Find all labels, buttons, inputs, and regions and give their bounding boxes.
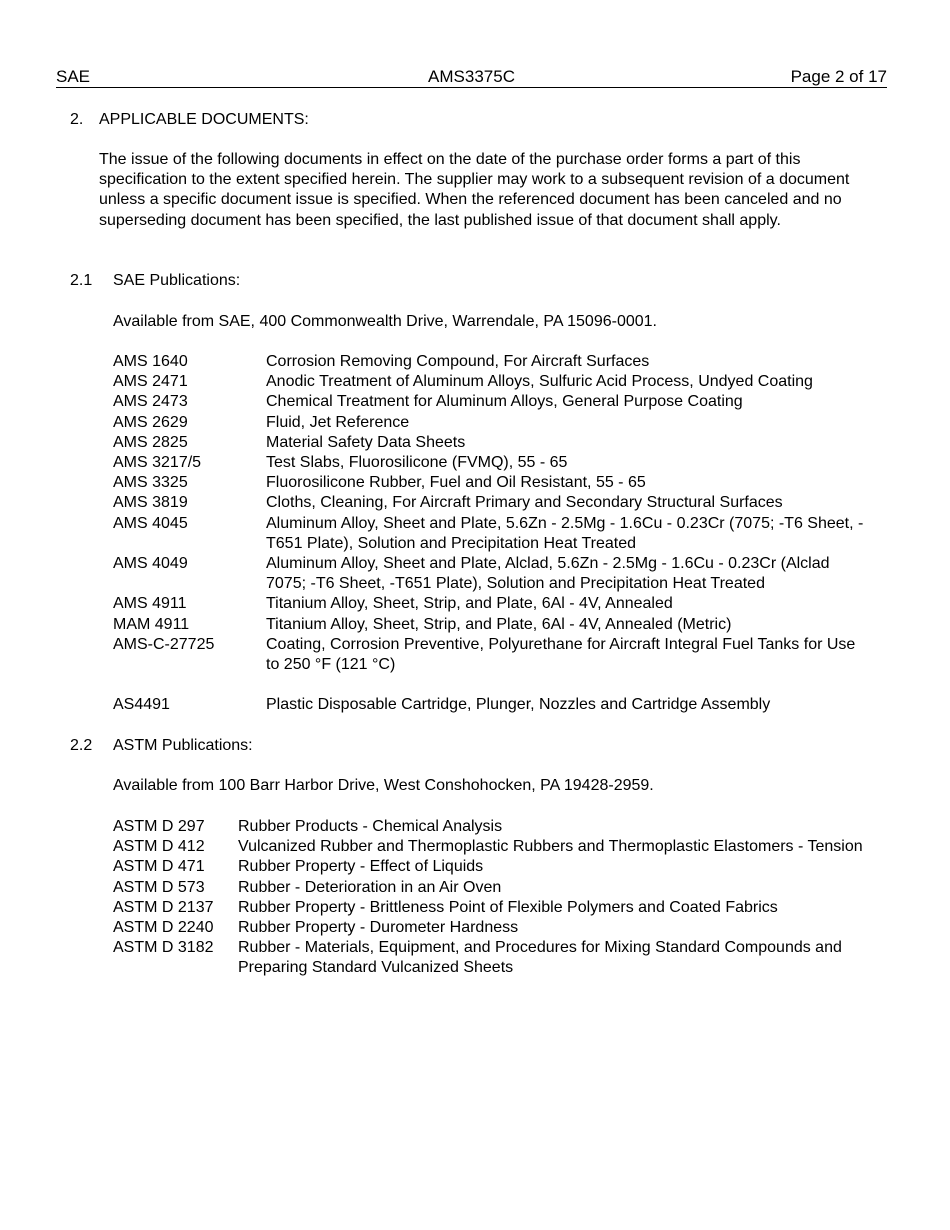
list-item (113, 594, 871, 614)
header-page-number: Page 2 of 17 (790, 67, 887, 86)
list-item (113, 635, 871, 675)
document-code: AS4491 (113, 696, 170, 714)
astm-document-list (113, 817, 868, 979)
document-title: Test Slabs, Fluorosilicone (FVMQ), 55 - 65 (266, 454, 568, 472)
document-title: Chemical Treatment for Aluminum Alloys, General Purpose Coating (266, 393, 743, 411)
list-item (113, 918, 868, 938)
document-title: Rubber Property - Effect of Liquids (238, 858, 484, 876)
astm-availability: Available from 100 Barr Harbor Drive, West Conshohocken, PA 19428-2959. (113, 777, 654, 794)
document-code: AMS 2471 (113, 373, 188, 391)
document-code: AMS-C-27725 (113, 635, 215, 653)
document-title: Rubber - Materials, Equipment, and Procedures for Mixing Standard Compounds and Preparing Standard Vulcanized Sheets (238, 939, 842, 977)
document-code: AMS 2629 (113, 413, 188, 431)
list-item (113, 493, 871, 513)
sae-availability: Available from SAE, 400 Commonwealth Drive, Warrendale, PA 15096-0001. (113, 313, 657, 330)
document-code: ASTM D 297 (113, 818, 205, 835)
document-code: AMS 3819 (113, 494, 188, 512)
document-title: Fluorosilicone Rubber, Fuel and Oil Resistant, 55 - 65 (266, 474, 646, 492)
document-code: ASTM D 573 (113, 878, 205, 896)
document-title: Rubber - Deterioration in an Air Oven (238, 878, 502, 896)
list-item (113, 514, 871, 554)
list-item (113, 352, 871, 372)
list-item (113, 473, 871, 493)
header-organization: SAE (56, 67, 91, 86)
document-code: ASTM D 471 (113, 858, 205, 876)
list-item (113, 837, 868, 857)
document-title: Aluminum Alloy, Sheet and Plate, Alclad, 5.6Zn - 2.5Mg - 1.6Cu - 0.23Cr (Alclad 7075; -T6 Sheet, -T651 Plate), Solution and Precipitation Heat Treated (266, 555, 830, 593)
astm-section-title: ASTM Publications: (113, 737, 253, 754)
list-item (113, 817, 868, 837)
document-code: ASTM D 3182 (113, 939, 214, 957)
document-title: Vulcanized Rubber and Thermoplastic Rubbers and Thermoplastic Elastomers - Tension (238, 838, 863, 856)
document-title: Fluid, Jet Reference (266, 413, 410, 431)
list-item (113, 878, 868, 898)
page-header (56, 67, 887, 88)
list-item (113, 413, 871, 433)
document-title: Rubber Products - Chemical Analysis (238, 818, 503, 835)
document-title: Titanium Alloy, Sheet, Strip, and Plate, 6Al - 4V, Annealed (266, 595, 673, 613)
document-code: AMS 2825 (113, 433, 188, 451)
document-code: AMS 3217/5 (113, 454, 202, 472)
document-title: Plastic Disposable Cartridge, Plunger, Nozzles and Cartridge Assembly (266, 696, 771, 714)
document-code: AMS 3325 (113, 474, 188, 492)
document-code: AMS 4049 (113, 555, 188, 573)
document-code: AMS 2473 (113, 393, 188, 411)
section-number: 2. (70, 111, 84, 128)
document-title: Material Safety Data Sheets (266, 433, 466, 451)
document-code: AMS 4045 (113, 514, 188, 532)
sae-document-list (113, 352, 871, 715)
list-item (113, 392, 871, 412)
list-item (113, 695, 871, 715)
document-title: Rubber Property - Brittleness Point of Flexible Polymers and Coated Fabrics (238, 898, 778, 916)
document-title: Anodic Treatment of Aluminum Alloys, Sulfuric Acid Process, Undyed Coating (266, 373, 813, 391)
document-code: ASTM D 2137 (113, 898, 214, 916)
document-title: Rubber Property - Durometer Hardness (238, 919, 519, 937)
document-code: ASTM D 2240 (113, 919, 214, 937)
list-item (113, 453, 871, 473)
list-item (113, 554, 871, 594)
list-item (113, 938, 868, 978)
list-item (113, 372, 871, 392)
list-item (113, 898, 868, 918)
section-paragraph: The issue of the following documents in effect on the date of the purchase order forms a part of this specification to the extent specified herein. The supplier may work to a subsequent revision of a document unless a specific document issue is specified. When the referenced document has been canceled and no superseding document has been specified, the last published issue of that document shall apply. (99, 151, 850, 229)
sae-section-number: 2.1 (70, 272, 93, 289)
document-code: ASTM D 412 (113, 838, 205, 856)
document-code: AMS 4911 (113, 595, 187, 613)
document-title: Corrosion Removing Compound, For Aircraft Surfaces (266, 353, 650, 370)
document-title: Aluminum Alloy, Sheet and Plate, 5.6Zn - 2.5Mg - 1.6Cu - 0.23Cr (7075; -T6 Sheet, -T651 Plate), Solution and Precipitation Heat Treated (266, 514, 864, 552)
document-code: MAM 4911 (113, 615, 190, 633)
list-item (113, 615, 871, 635)
sae-section-title: SAE Publications: (113, 272, 241, 289)
document-code: AMS 1640 (113, 353, 188, 370)
header-document-number: AMS3375C (428, 67, 515, 86)
astm-section-number: 2.2 (70, 737, 93, 754)
document-title: Cloths, Cleaning, For Aircraft Primary and Secondary Structural Surfaces (266, 494, 783, 512)
list-item (113, 433, 871, 453)
section-title: APPLICABLE DOCUMENTS: (99, 111, 309, 128)
list-item (113, 857, 868, 877)
document-title: Coating, Corrosion Preventive, Polyurethane for Aircraft Integral Fuel Tanks for Use to 250 °F (121 °C) (266, 635, 856, 674)
document-title: Titanium Alloy, Sheet, Strip, and Plate, 6Al - 4V, Annealed (Metric) (266, 615, 732, 633)
